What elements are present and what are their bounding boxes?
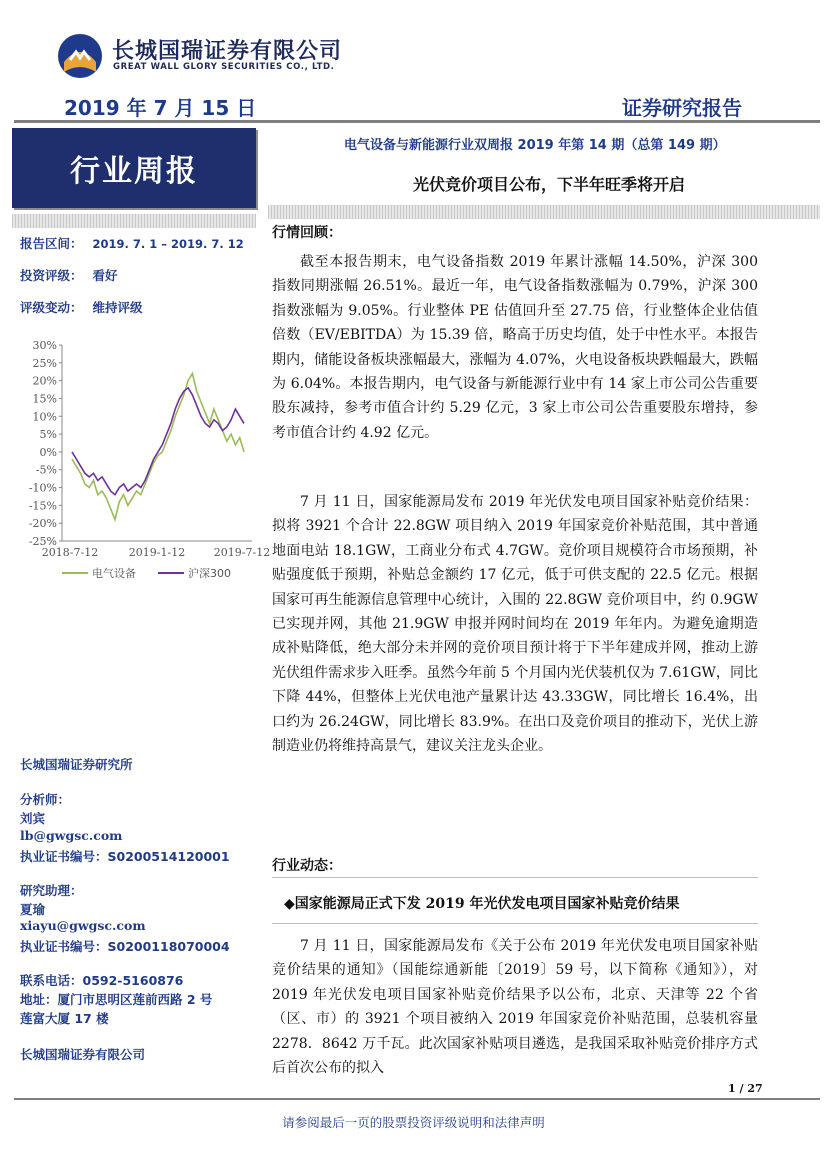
report-category-box	[12, 128, 256, 208]
report-type: 证券研究报告	[622, 96, 742, 120]
assistant-cert: 执业证书编号：S0200118070004	[20, 939, 230, 954]
company-logo	[56, 32, 104, 80]
main-title: 光伏竞价项目公布，下半年旺季将开启	[412, 175, 685, 194]
paragraph-review: 截至本报告期末，电气设备指数 2019 年累计涨幅 14.50%，沪深 300 指数同期涨幅 26.51%。最近一年，电气设备指数涨幅为 0.79%，沪深 300 指数涨幅为 9.05%。行业整体 PE 估值回升至 27.75 倍，行业整体企业估值倍数（EV/EBITDA）为 15.39 倍，略高于历史均值，处于中性水平。本报告期内，储能设备板块涨幅最大，涨幅为 4.07%，火电设备板块跌幅最大，跌幅为 6.04%。本报告期内，电气设备与新能源行业中有 14 家上市公司公告重要股东减持，参考市值合计约 5.29 亿元，3 家上市公司公告重要股东增持，参考市值合计约 4.92 亿元。	[272, 254, 758, 441]
right-shade-bar	[268, 205, 820, 219]
y-tick-label: 25%	[32, 356, 57, 370]
legend-label: 电气设备	[92, 567, 136, 580]
y-tick-label: -15%	[28, 499, 57, 513]
disclaimer-footer: 请参阅最后一页的股票投资评级说明和法律声明	[282, 1115, 545, 1130]
x-tick-label: 2018-7-12	[41, 546, 99, 559]
paragraph-news: 7 月 11 日，国家能源局发布《关于公布 2019 年光伏发电项目国家补贴竞价结果的通知》（国能综通新能〔2019〕59 号，以下简称《通知》），对 2019 年光伏发电项目国家补贴竞价结果予以公布，北京、天津等 22 个省（区、市）的 3921 个项目被纳入 2019 年国家竞价补贴范围，总装机容量 2278．8642 万千瓦。此次国家补贴项目遴选，是我国采取补贴竞价排序方式后首次公布的拟入	[272, 938, 758, 1077]
series-line-csi300	[72, 388, 244, 495]
analyst-email: lb@gwgsc.com	[20, 828, 123, 843]
institute-name: 长城国瑞证券研究所	[20, 757, 133, 772]
x-tick-label: 2019-1-12	[128, 546, 186, 559]
company-footer-name: 长城国瑞证券有限公司	[20, 1047, 146, 1062]
assistant-label: 研究助理：	[20, 883, 83, 898]
assistant-email: xiayu@gwgsc.com	[20, 918, 146, 933]
analyst-name: 刘宾	[20, 811, 46, 826]
y-tick-label: -25%	[28, 535, 57, 548]
report-period-label: 报告区间：	[20, 236, 83, 251]
y-tick-label: 20%	[32, 374, 57, 388]
y-tick-label: -5%	[35, 463, 57, 477]
news-divider-top	[272, 877, 758, 878]
header-divider	[14, 120, 820, 123]
news-divider-bottom	[272, 923, 758, 924]
series-title: 电气设备与新能源行业双周报 2019 年第 14 期（总第 149 期）	[344, 138, 726, 153]
report-date: 2019 年 7 月 15 日	[64, 96, 257, 120]
y-tick-label: 15%	[32, 392, 57, 406]
series-line-electrical-equipment	[72, 374, 244, 520]
contact-phone: 联系电话：0592-5160876	[20, 973, 184, 988]
y-tick-label: 5%	[39, 428, 57, 442]
report-period	[20, 234, 244, 252]
address-line-2: 莲富大厦 17 楼	[20, 1011, 109, 1026]
left-shade-bar	[12, 214, 256, 228]
y-tick-label: 30%	[32, 339, 57, 352]
section-industry-news: 行业动态：	[272, 858, 342, 874]
investment-rating	[20, 266, 118, 284]
y-tick-label: -20%	[28, 517, 57, 531]
page-number: 1 / 27	[728, 1082, 763, 1095]
rating-change-value: 维持评级	[92, 300, 143, 315]
paragraph-pv-bidding: 7 月 11 日，国家能源局发布 2019 年光伏发电项目国家补贴竞价结果：拟将 3921 个合计 22.8GW 项目纳入 2019 年国家竞价补贴范围，其中普通地面电站 18.1GW，工商业分布式 4.7GW。竞价项目规模符合市场预期，补贴强度低于预期，补贴总金额约 17 亿元，低于可供支配的 22.5 亿元。根据国家可再生能源信息管理中心统计，入围的 22.8GW 竞价项目中，约 0.9GW 已实现并网，其他 21.9GW 申报并网时间均在 2019 年年内。为避免逾期造成补贴降低，绝大部分未并网的竞价项目预计将于下半年建成并网，推动上游光伏组件需求步入旺季。虽然今年前 5 个月国内光伏装机仅为 7.61GW，同比下降 44%，但整体上光伏电池产量累计达 43.33GW，同比增长 16.4%，出口约为 26.24GW，同比增长 83.9%。在出口及竞价项目的推动下，光伏上游制造业仍将维持高景气，建议关注龙头企业。	[272, 494, 758, 755]
investment-rating-label: 投资评级：	[20, 268, 83, 283]
y-tick-label: 10%	[32, 410, 57, 424]
investment-rating-value: 看好	[92, 268, 118, 283]
analyst-label: 分析师：	[20, 792, 71, 807]
section-market-review: 行情回顾：	[272, 225, 342, 241]
index-performance-chart	[20, 335, 271, 587]
report-period-value: 2019. 7. 1 – 2019. 7. 12	[92, 237, 244, 251]
rating-change	[20, 298, 143, 316]
footer-divider	[14, 1098, 820, 1100]
rating-change-label: 评级变动：	[20, 300, 83, 315]
company-name-en: GREAT WALL GLORY SECURITIES CO., LTD.	[113, 62, 335, 72]
report-category: 行业周报	[70, 154, 198, 189]
assistant-name: 夏瑜	[20, 902, 46, 917]
x-tick-label: 2019-7-12	[213, 546, 271, 559]
company-name-cn: 长城国瑞证券有限公司	[112, 39, 343, 64]
analyst-cert: 执业证书编号：S0200514120001	[20, 849, 230, 864]
address-line-1: 地址：厦门市思明区莲前西路 2 号	[20, 992, 213, 1007]
y-tick-label: 0%	[39, 445, 57, 459]
y-tick-label: -10%	[28, 481, 57, 495]
legend-label: 沪深300	[188, 567, 231, 580]
news-headline: ◆国家能源局正式下发 2019 年光伏发电项目国家补贴竞价结果	[284, 896, 680, 912]
